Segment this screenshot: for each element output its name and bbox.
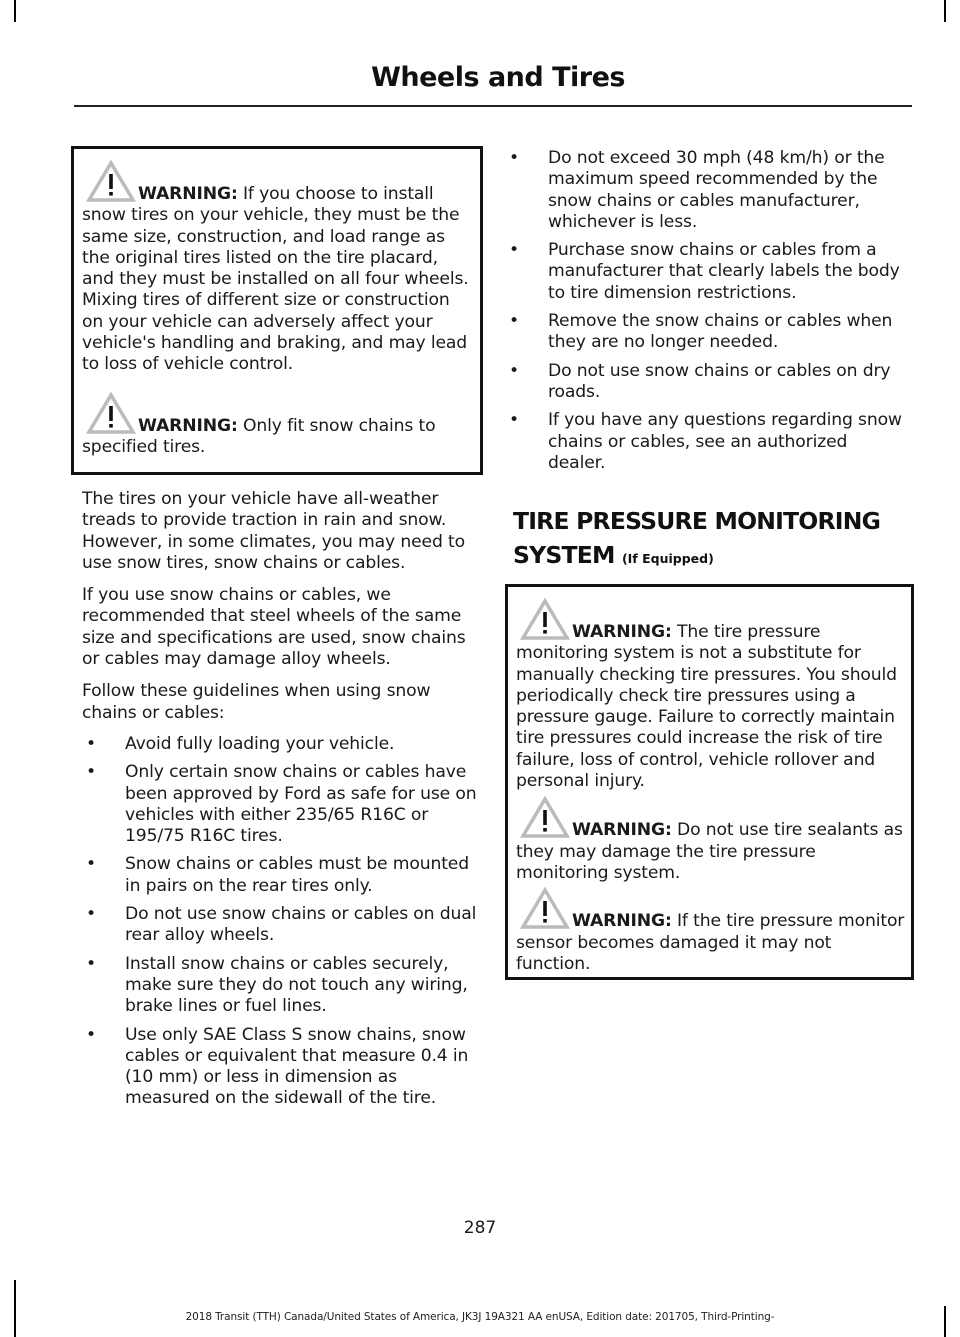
warning-tpms-substitute: [516, 622, 905, 792]
warning-text: If the tire pressure monitor sensor becomes damaged it may not function.: [516, 911, 905, 974]
warning-triangle-icon: [86, 392, 136, 436]
crop-mark-top-left: [14, 0, 16, 22]
warning-text: If you choose to install snow tires on your vehicle, they must be the same size, construction, and load range as the original tires listed on the tire placard, and they must be installed on all four wheels. Mixing tires of different size or construction on your vehicle can adversely affect your vehicle's handling and braking, and may lead to loss of vehicle control.: [82, 184, 469, 375]
list-item: • Purchase snow chains or cables from a manufacturer that clearly labels the body to tire dimension restrictions.: [509, 240, 900, 303]
section-title-line2: SYSTEM: [513, 541, 615, 569]
left-column-body: [82, 489, 478, 1110]
warning-box-left: [71, 146, 483, 475]
warning-text: Only fit snow chains to specified tires.: [82, 415, 436, 457]
warning-label: WARNING:: [138, 184, 238, 204]
list-item: • Install snow chains or cables securely, make sure they do not touch any wiring, brake lines or fuel lines.: [86, 953, 468, 1017]
list-item: • If you have any questions regarding snow chains or cables, see an authorized dealer.: [509, 410, 902, 473]
warning-text: Do not use tire sealants as they may damage the tire pressure monitoring system.: [516, 820, 903, 883]
section-qualifier: (If Equipped): [621, 551, 714, 566]
list-item: • Avoid fully loading your vehicle.: [86, 733, 395, 754]
paragraph-guidelines-intro: Follow these guidelines when using snow chains or cables:: [82, 681, 431, 723]
list-item: • Do not use snow chains or cables on dual rear alloy wheels.: [86, 904, 477, 946]
guidelines-list: [82, 734, 478, 1110]
warning-triangle-icon: [520, 887, 570, 931]
warning-sensor-damaged: [516, 911, 905, 975]
list-item: • Do not use snow chains or cables on dry roads.: [509, 360, 891, 402]
warning-triangle-icon: [86, 160, 136, 204]
warning-tire-sealants: [516, 820, 905, 884]
paragraph-all-weather: The tires on your vehicle have all-weather treads to provide traction in rain and snow. However, in some climates, you may need to use snow tires, snow chains or cables.: [82, 489, 465, 573]
right-column-bullets: [505, 148, 909, 474]
list-item: • Use only SAE Class S snow chains, snow cables or equivalent that measure 0.4 in (10 mm) or less in dimension as measured on the sidewall of the tire.: [86, 1024, 469, 1109]
warning-snow-chains: [82, 416, 474, 459]
section-heading: [513, 504, 913, 576]
warning-box-right: [505, 584, 914, 980]
chains-list-continued: [505, 148, 909, 474]
warning-label: WARNING:: [572, 820, 672, 841]
page-number: 287: [463, 1218, 497, 1238]
warning-label: WARNING:: [572, 622, 672, 642]
warning-label: WARNING:: [138, 415, 238, 436]
warning-triangle-icon: [520, 598, 570, 642]
list-item: • Do not exceed 30 mph (48 km/h) or the maximum speed recommended by the snow chains or cables manufacturer, whichever is less.: [509, 148, 885, 232]
footer-edition-info: 2018 Transit (TTH) Canada/United States of America, JK3J 19A321 AA enUSA, Edition date: 201705, Third-Printing-: [185, 1311, 775, 1323]
warning-text: The tire pressure monitoring system is not a substitute for manually checking tire pressures. You should periodically check tire pressures using a pressure gauge. Failure to correctly maintain tire pressures could increase the risk of tire failure, loss of control, vehicle rollover and personal injury.: [516, 622, 897, 792]
paragraph-steel-wheels: If you use snow chains or cables, we recommended that steel wheels of the same size and specifications are used, snow chains or cables may damage alloy wheels.: [82, 585, 466, 670]
page-title: Wheels and Tires: [371, 62, 625, 93]
list-item: • Remove the snow chains or cables when they are no longer needed.: [509, 311, 893, 353]
crop-mark-bottom-left: [14, 1280, 16, 1337]
warning-label: WARNING:: [572, 911, 672, 932]
crop-mark-top-right: [944, 0, 946, 22]
warning-triangle-icon: [520, 796, 570, 840]
header-rule: [74, 105, 912, 107]
list-item: • Only certain snow chains or cables have been approved by Ford as safe for use on vehicles with either 235/65 R16C or 195/75 R16C tires.: [86, 762, 477, 847]
section-title-line1: TIRE PRESSURE MONITORING: [513, 507, 881, 535]
list-item: • Snow chains or cables must be mounted in pairs on the rear tires only.: [86, 854, 469, 896]
warning-snow-tires: [82, 184, 474, 376]
